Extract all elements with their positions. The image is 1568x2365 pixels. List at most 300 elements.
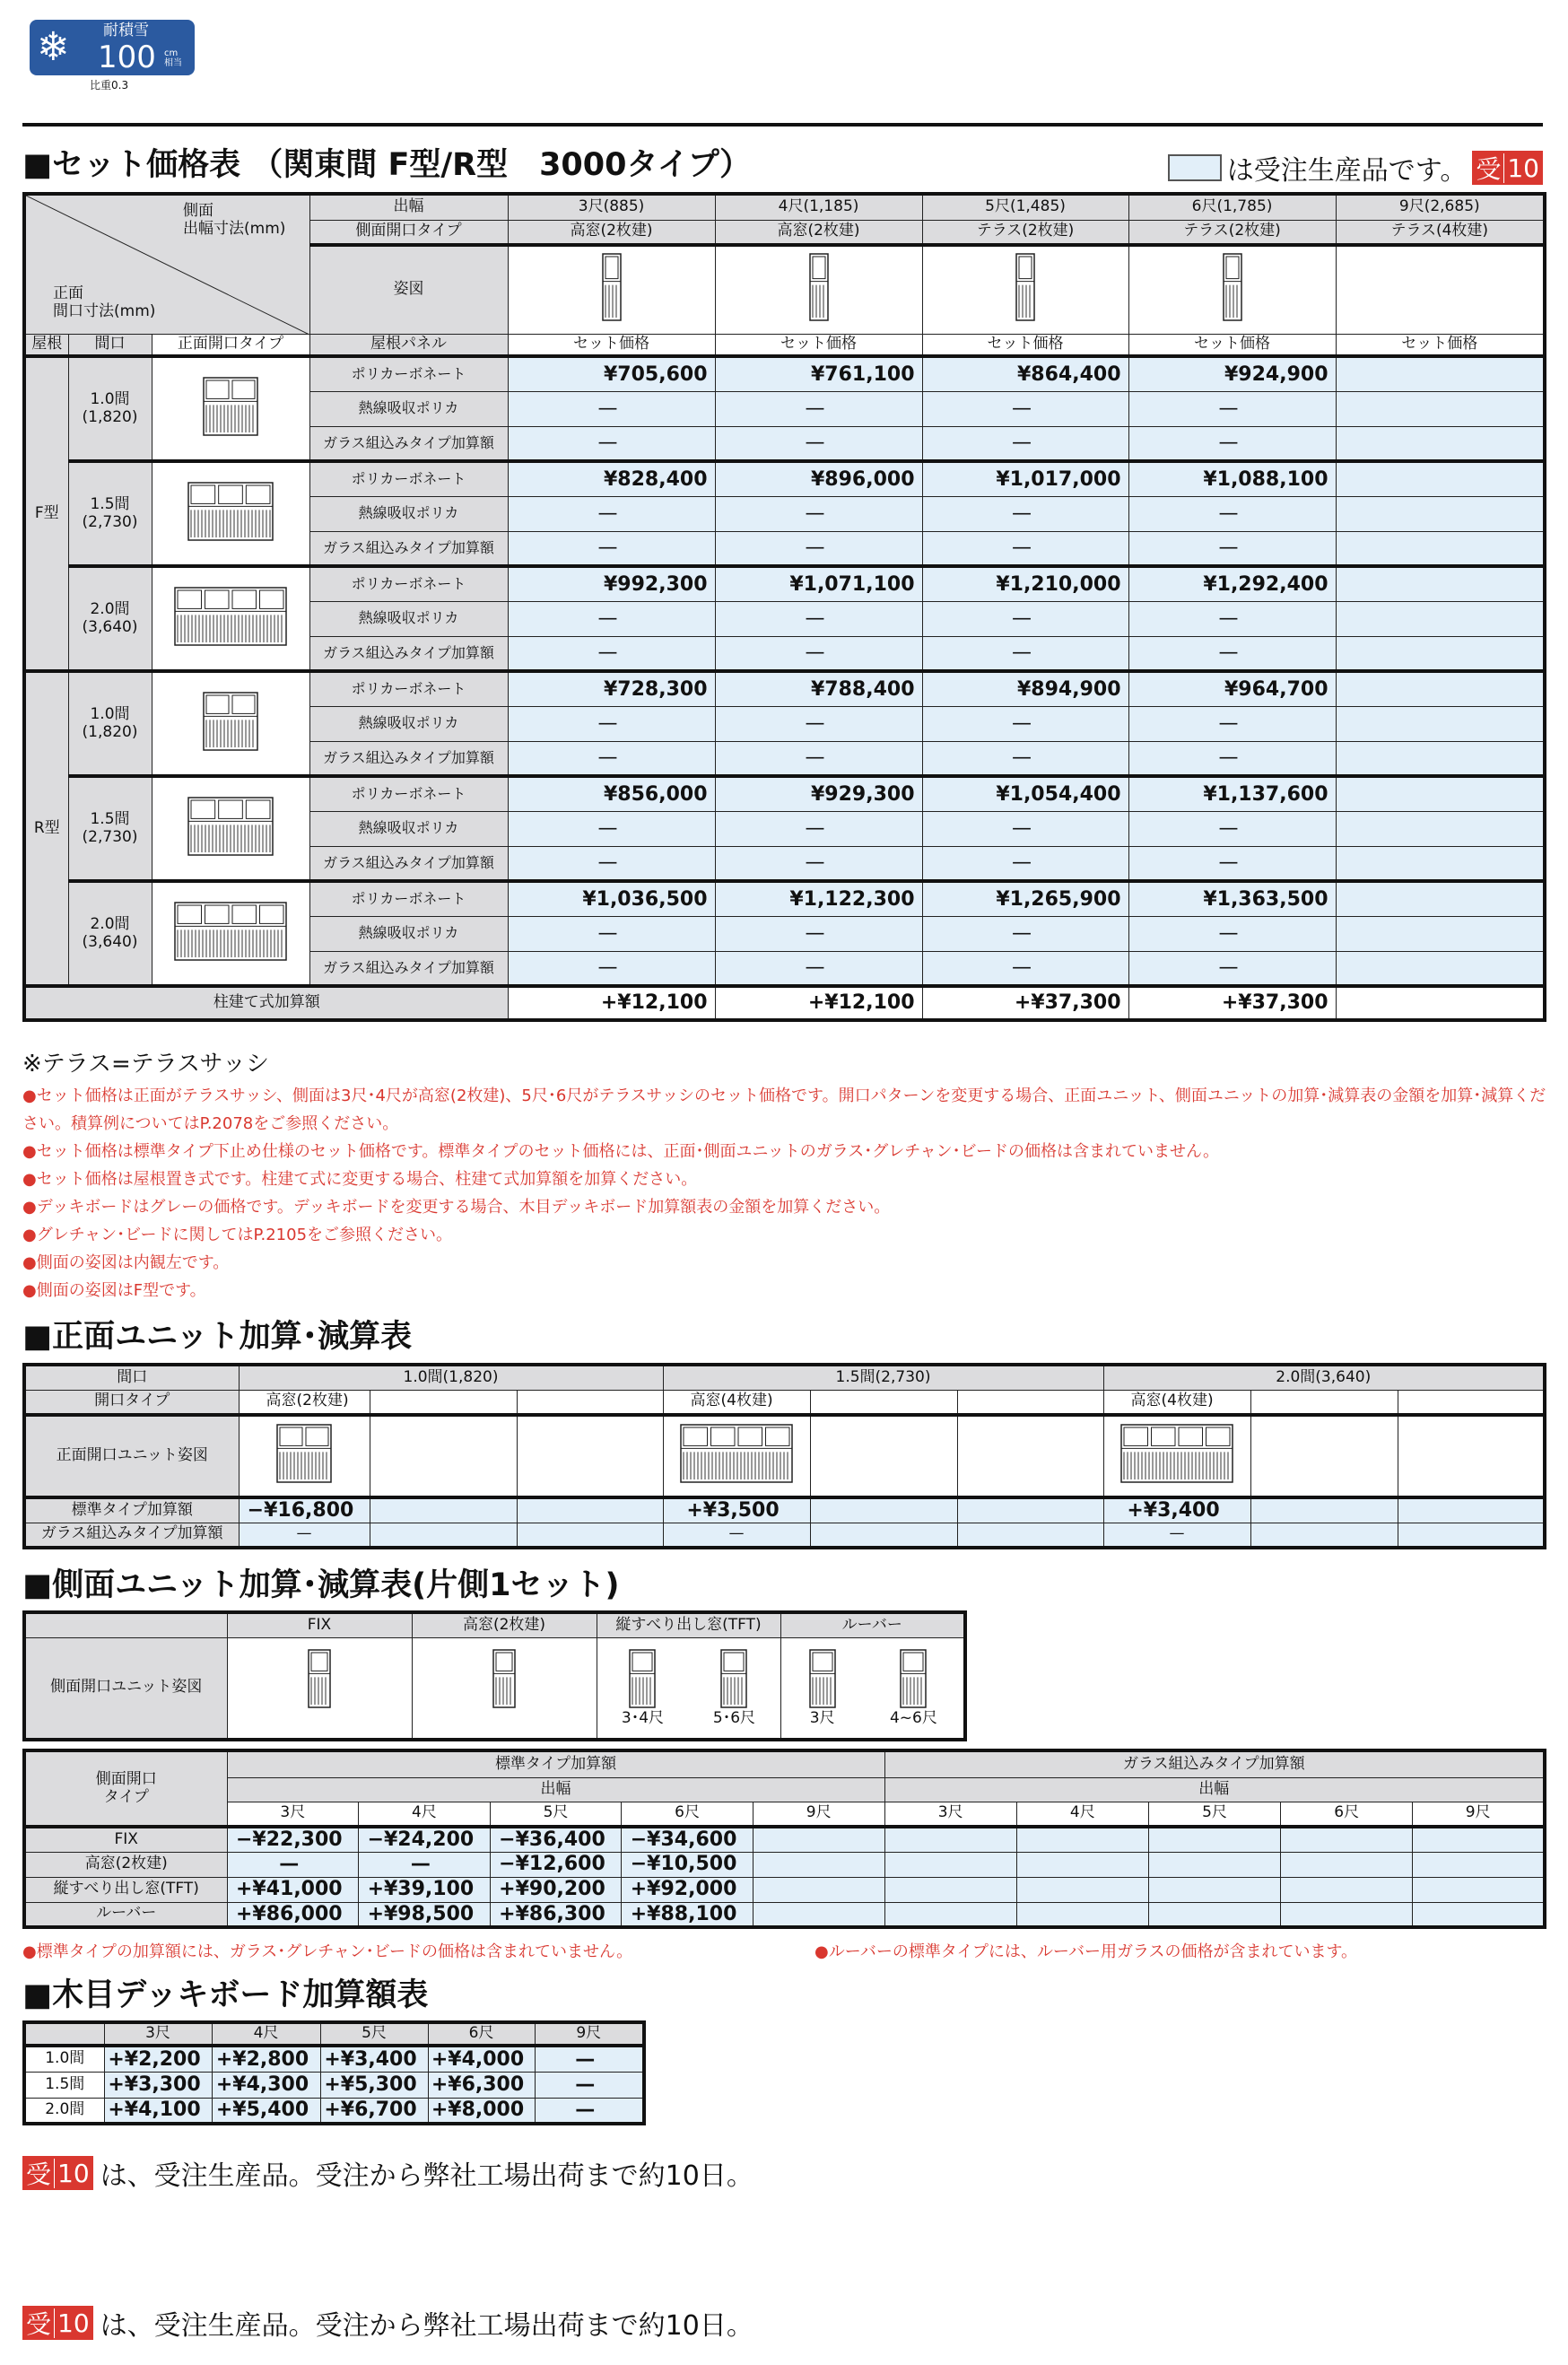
note-item: ● セット価格は標準タイプ下止め仕様のセット価格です。標準タイプのセット価格には、正面･側面ユニットのガラス･グレチャン･ビードの価格は含まれていません。 [22, 1138, 1547, 1165]
empty-cell [810, 1523, 957, 1548]
pillar-label: 柱建て式加算額 [24, 986, 508, 1020]
badge-value: 100 [98, 39, 156, 75]
side-figure-cell [715, 245, 922, 334]
side-figure-cell [780, 1637, 965, 1740]
deck-price-cell: +¥4,000 [428, 2046, 535, 2072]
glass-price-cell [1016, 1877, 1148, 1902]
set-price-cell: ¥761,100 [715, 356, 922, 391]
side-figure-cell [1128, 245, 1336, 334]
span-cell: 1.0間 (1,820) [68, 671, 152, 776]
glass-price-cell [1281, 1852, 1413, 1877]
roof-panel-cell: 熱線吸収ポリカ [309, 706, 508, 741]
deck-board-table [22, 2020, 646, 2125]
type-header: 側面開口 タイプ [24, 1750, 227, 1827]
set-price-cell: — [922, 811, 1128, 846]
set-price-cell [1336, 426, 1545, 461]
empty-cell [810, 1497, 957, 1523]
set-price-cell: ¥1,054,400 [922, 776, 1128, 811]
table-row [24, 2072, 644, 2098]
set-price-cell: — [508, 951, 715, 986]
side-type-header: 縦すべり出し窓(TFT) [597, 1612, 780, 1637]
set-price-cell: ¥929,300 [715, 776, 922, 811]
badge-label: 耐積雪 [103, 22, 149, 39]
depth-header: 出幅 [884, 1777, 1545, 1802]
set-price-cell [1336, 951, 1545, 986]
deck-price-cell: +¥8,000 [428, 2098, 535, 2124]
specific-gravity: 比重0.3 [90, 79, 129, 92]
set-price-cell: — [922, 601, 1128, 636]
deck-price-cell: +¥5,300 [320, 2072, 428, 2098]
set-table-title: ■セット価格表 （関東間 F型/R型 3000タイプ） [22, 147, 752, 183]
std-price-cell: −¥22,300 [227, 1827, 359, 1852]
depth-cell: 5尺 [490, 1802, 622, 1827]
set-price-cell [1336, 671, 1545, 706]
table-row [24, 881, 1545, 916]
std-price-cell: −¥24,200 [359, 1827, 491, 1852]
std-price-cell [753, 1877, 884, 1902]
set-price-cell [1336, 811, 1545, 846]
set-price-label: セット価格 [715, 334, 922, 356]
glass-header: ガラス組込みタイプ加算額 [24, 1523, 239, 1548]
std-price-cell: +¥92,000 [622, 1877, 754, 1902]
side-note-1: ● 標準タイプの加算額には、ガラス･グレチャン･ビードの価格は含まれていません。 [22, 1938, 632, 1966]
set-price-cell: — [715, 426, 922, 461]
deck-table-title: ■木目デッキボード加算額表 [22, 1977, 429, 2013]
empty-cell [24, 1612, 227, 1637]
depth-cell: 4尺 [1016, 1802, 1148, 1827]
depth-cell: 3尺 [884, 1802, 1016, 1827]
depth-cell: 9尺 [1413, 1802, 1545, 1827]
glass-price-cell [1148, 1852, 1280, 1877]
glass-price-cell [1413, 1877, 1545, 1902]
front-unit-figure-icon [678, 1422, 795, 1485]
figure-caption: 3･4尺 [621, 1708, 665, 1727]
footer-text: は、受注生産品。受注から弊社工場出荷まで約10日。 [100, 2160, 754, 2192]
span-cell: 1.5間 (2,730) [68, 461, 152, 566]
deck-price-cell: +¥6,300 [428, 2072, 535, 2098]
side-figure-cell [508, 245, 715, 334]
set-price-cell: — [922, 951, 1128, 986]
set-price-cell: ¥1,265,900 [922, 881, 1128, 916]
set-price-cell: — [715, 496, 922, 531]
front-unit-figure-icon [186, 480, 275, 543]
set-price-label: セット価格 [508, 334, 715, 356]
empty-cell [1398, 1497, 1545, 1523]
roof-header: 屋根 [24, 334, 68, 356]
depth-column-header: 5尺(1,485) [922, 194, 1128, 220]
depth-cell: 3尺 [227, 1802, 359, 1827]
pillar-price-cell: +¥37,300 [922, 986, 1128, 1020]
set-price-cell: — [1128, 706, 1336, 741]
roof-panel-cell: ポリカーボネート [309, 881, 508, 916]
roof-panel-cell: 熱線吸収ポリカ [309, 811, 508, 846]
glass-price-cell [884, 1877, 1016, 1902]
glass-price-cell [1148, 1877, 1280, 1902]
front-figure-cell [152, 881, 309, 986]
front-unit-figure-icon [201, 375, 260, 438]
set-price-cell: — [508, 531, 715, 566]
table-row [24, 566, 1545, 601]
side-unit-figure-icon [807, 251, 831, 323]
glass-price-cell [1148, 1902, 1280, 1927]
front-figure-cell [152, 566, 309, 671]
set-price-cell: — [922, 741, 1128, 776]
glass-price-cell [1281, 1902, 1413, 1927]
side-figure-cell [597, 1637, 780, 1740]
set-price-cell [1336, 706, 1545, 741]
empty-cell [517, 1390, 663, 1415]
table-row [24, 2046, 644, 2072]
set-price-cell: ¥1,071,100 [715, 566, 922, 601]
span-column-header: 2.0間(3,640) [1103, 1365, 1545, 1390]
std-price-cell: +¥90,200 [490, 1877, 622, 1902]
roof-type-cell: F型 [24, 356, 68, 671]
deck-price-cell: +¥6,700 [320, 2098, 428, 2124]
set-price-cell: ¥705,600 [508, 356, 715, 391]
table-row [24, 776, 1545, 811]
figure-header: 側面開口ユニット姿図 [24, 1637, 227, 1740]
depth-cell: 6尺 [622, 1802, 754, 1827]
set-price-table [22, 192, 1546, 1022]
std-price-cell: +¥3,400 [1103, 1497, 1250, 1523]
notes-list [22, 1082, 1547, 1305]
set-price-cell: ¥894,900 [922, 671, 1128, 706]
set-price-cell [1336, 566, 1545, 601]
std-price-cell: +¥88,100 [622, 1902, 754, 1927]
std-price-cell: — [359, 1852, 491, 1877]
depth-header: 9尺 [535, 2022, 644, 2046]
side-unit-figure-table [22, 1610, 967, 1741]
set-price-cell: — [715, 951, 922, 986]
empty-cell [370, 1390, 517, 1415]
side-figure-cell [227, 1637, 412, 1740]
side-unit-figure-icon [1221, 251, 1244, 323]
set-price-cell: ¥788,400 [715, 671, 922, 706]
order-made-mark: 受 10 [1472, 151, 1543, 185]
deck-price-cell: — [535, 2072, 644, 2098]
set-price-cell: ¥1,292,400 [1128, 566, 1336, 601]
set-price-cell: — [508, 706, 715, 741]
figure-header: 正面開口ユニット姿図 [24, 1415, 239, 1497]
table-row [24, 1612, 965, 1637]
glass-price-cell [884, 1827, 1016, 1852]
set-price-cell: — [508, 741, 715, 776]
set-price-cell: — [508, 811, 715, 846]
set-price-cell: — [922, 636, 1128, 671]
opening-type-cell: 高窓(4枚建) [663, 1390, 810, 1415]
side-table-title: ■側面ユニット加算･減算表(片側1セット) [22, 1567, 620, 1603]
table-row [24, 461, 1545, 496]
front-span-label: 正面 間口寸法(mm) [53, 284, 156, 320]
set-price-cell: — [922, 426, 1128, 461]
roof-panel-cell: ガラス組込みタイプ加算額 [309, 846, 508, 881]
set-price-cell: — [922, 846, 1128, 881]
set-price-cell [1336, 461, 1545, 496]
set-price-label: セット価格 [1128, 334, 1336, 356]
table-row [24, 1852, 1545, 1877]
glass-price-cell [1413, 1852, 1545, 1877]
depth-header: 4尺 [212, 2022, 320, 2046]
front-unit-figure-icon [1119, 1422, 1235, 1485]
footer-text: は、受注生産品。受注から弊社工場出荷まで約10日。 [100, 2310, 754, 2342]
table-row [24, 1523, 1545, 1548]
set-price-cell: — [715, 811, 922, 846]
set-price-cell [1336, 391, 1545, 426]
table-row [24, 1750, 1545, 1777]
set-price-cell: ¥856,000 [508, 776, 715, 811]
side-type-header: 側面開口タイプ [309, 220, 508, 245]
roof-panel-cell: 熱線吸収ポリカ [309, 601, 508, 636]
front-figure-cell [152, 356, 309, 461]
row-type-cell: FIX [24, 1827, 227, 1852]
set-price-cell: ¥828,400 [508, 461, 715, 496]
std-header: 標準タイプ加算額 [24, 1497, 239, 1523]
span-cell: 1.0間 [24, 2046, 104, 2072]
deck-price-cell: — [535, 2046, 644, 2072]
glass-price-cell: — [1103, 1523, 1250, 1548]
empty-cell [517, 1415, 663, 1497]
set-price-cell: ¥864,400 [922, 356, 1128, 391]
side-unit-figure-icon [719, 1647, 749, 1710]
empty-cell [1250, 1523, 1398, 1548]
std-price-cell: −¥36,400 [490, 1827, 622, 1852]
set-price-cell: ¥1,036,500 [508, 881, 715, 916]
set-price-cell: — [508, 426, 715, 461]
span-column-header: 1.5間(2,730) [663, 1365, 1103, 1390]
snowflake-icon: ❄ [37, 24, 70, 70]
glass-price-cell [1281, 1877, 1413, 1902]
pillar-price-cell: +¥12,100 [715, 986, 922, 1020]
set-price-cell: — [715, 391, 922, 426]
span-cell: 1.5間 [24, 2072, 104, 2098]
std-price-cell [753, 1827, 884, 1852]
set-price-cell: — [1128, 531, 1336, 566]
side-depth-label: 側面 出幅寸法(mm) [183, 202, 286, 238]
set-price-cell: — [922, 916, 1128, 951]
set-price-cell: — [1128, 426, 1336, 461]
empty-cell [370, 1497, 517, 1523]
footer-note-2 [22, 2303, 754, 2343]
set-price-cell: ¥1,122,300 [715, 881, 922, 916]
set-price-cell: — [922, 391, 1128, 426]
set-price-cell: — [508, 496, 715, 531]
set-price-cell: — [715, 706, 922, 741]
span-header: 間口 [68, 334, 152, 356]
set-price-label: セット価格 [922, 334, 1128, 356]
table-row [24, 1777, 1545, 1802]
set-price-cell: — [715, 601, 922, 636]
front-figure-cell [152, 776, 309, 881]
side-unit-figure-icon [807, 1647, 838, 1710]
depth-column-header: 3尺(885) [508, 194, 715, 220]
roof-panel-cell: ガラス組込みタイプ加算額 [309, 636, 508, 671]
set-price-cell: — [1128, 846, 1336, 881]
diagonal-header-cell [24, 194, 309, 334]
note-item: ● セット価格は正面がテラスサッシ、側面は3尺･4尺が高窓(2枚建)、5尺･6尺がテラスサッシのセット価格です。開口パターンを変更する場合、正面ユニット、側面ユニットの加算･減算表の金額を加算･減算ください。積算例についてはP.2078をご参照ください。 [22, 1082, 1547, 1138]
empty-cell [1398, 1390, 1545, 1415]
empty-cell [517, 1523, 663, 1548]
empty-cell [1398, 1415, 1545, 1497]
roof-panel-cell: 熱線吸収ポリカ [309, 916, 508, 951]
empty-cell [1398, 1523, 1545, 1548]
front-figure-cell [152, 461, 309, 566]
deck-price-cell: +¥4,100 [104, 2098, 212, 2124]
set-price-cell [1336, 636, 1545, 671]
front-type-header: 正面開口タイプ [152, 334, 309, 356]
legend-text: は受注生産品です。 [1226, 155, 1468, 187]
set-price-cell: — [508, 391, 715, 426]
panel-header: 屋根パネル [309, 334, 508, 356]
front-unit-figure-icon [186, 795, 275, 858]
table-row [24, 194, 1545, 220]
glass-price-cell [884, 1902, 1016, 1927]
side-type-cell: 高窓(2枚建) [508, 220, 715, 245]
side-type-cell: 高窓(2枚建) [715, 220, 922, 245]
depth-header: 5尺 [320, 2022, 428, 2046]
side-unit-figure-icon [491, 1647, 518, 1710]
empty-cell [957, 1523, 1103, 1548]
depth-column-header: 9尺(2,685) [1336, 194, 1545, 220]
roof-panel-cell: ポリカーボネート [309, 566, 508, 601]
figure-caption: 3尺 [809, 1708, 835, 1727]
front-unit-table [22, 1363, 1546, 1549]
order-made-mark: 受 10 [22, 2156, 93, 2190]
roof-type-cell: R型 [24, 671, 68, 986]
note-item: ● デッキボードはグレーの価格です。デッキボードを変更する場合、木目デッキボード加算額表の金額を加算ください。 [22, 1193, 1547, 1221]
set-price-cell: ¥924,900 [1128, 356, 1336, 391]
table-row [24, 1390, 1545, 1415]
std-price-cell: +¥41,000 [227, 1877, 359, 1902]
set-price-cell [1336, 356, 1545, 391]
front-figure-cell [239, 1415, 370, 1497]
glass-price-cell [1016, 1902, 1148, 1927]
table-row [24, 2022, 644, 2046]
set-price-cell: — [508, 916, 715, 951]
glass-price-cell [884, 1852, 1016, 1877]
empty-cell [1250, 1390, 1398, 1415]
span-cell: 2.0間 (3,640) [68, 566, 152, 671]
set-price-cell: ¥1,088,100 [1128, 461, 1336, 496]
side-unit-figure-icon [306, 1647, 333, 1710]
pillar-price-cell [1336, 986, 1545, 1020]
side-type-cell: テラス(2枚建) [922, 220, 1128, 245]
glass-price-cell [1016, 1852, 1148, 1877]
note-item: ● グレチャン･ビードに関してはP.2105をご参照ください。 [22, 1221, 1547, 1249]
std-price-cell: −¥12,600 [490, 1852, 622, 1877]
front-figure-cell [1103, 1415, 1250, 1497]
set-price-cell: — [1128, 916, 1336, 951]
table-row [24, 1802, 1545, 1827]
empty-cell [810, 1415, 957, 1497]
roof-panel-cell: ガラス組込みタイプ加算額 [309, 531, 508, 566]
table-row [24, 1497, 1545, 1523]
badge-unit: cm 相当 [164, 48, 182, 68]
table-row [24, 1637, 965, 1740]
opening-type-cell: 高窓(2枚建) [239, 1390, 370, 1415]
pillar-price-cell: +¥37,300 [1128, 986, 1336, 1020]
table-row [24, 1415, 1545, 1497]
set-price-cell: ¥896,000 [715, 461, 922, 496]
roof-panel-cell: ポリカーボネート [309, 461, 508, 496]
side-unit-figure-icon [627, 1647, 658, 1710]
note-item: ● 側面の姿図は内観左です。 [22, 1249, 1547, 1277]
table-row [24, 986, 1545, 1020]
set-price-cell: — [922, 496, 1128, 531]
type-header: 開口タイプ [24, 1390, 239, 1415]
footer-note-1 [22, 2153, 754, 2193]
set-price-cell: — [508, 846, 715, 881]
table-row [24, 671, 1545, 706]
deck-price-cell: +¥2,800 [212, 2046, 320, 2072]
std-price-cell: +¥3,500 [663, 1497, 810, 1523]
empty-cell [370, 1523, 517, 1548]
set-price-cell [1336, 776, 1545, 811]
front-unit-figure-icon [201, 690, 260, 753]
glass-price-cell: — [239, 1523, 370, 1548]
span-column-header: 1.0間(1,820) [239, 1365, 663, 1390]
side-figure-cell [1336, 245, 1545, 334]
std-price-cell [753, 1902, 884, 1927]
roof-panel-cell: ポリカーボネート [309, 356, 508, 391]
side-type-cell: テラス(4枚建) [1336, 220, 1545, 245]
glass-price-cell [1016, 1827, 1148, 1852]
side-type-cell: テラス(2枚建) [1128, 220, 1336, 245]
deck-price-cell: +¥3,300 [104, 2072, 212, 2098]
empty-cell [957, 1497, 1103, 1523]
set-price-cell: ¥1,363,500 [1128, 881, 1336, 916]
deck-price-cell: — [535, 2098, 644, 2124]
set-price-cell: ¥1,137,600 [1128, 776, 1336, 811]
set-price-cell: — [715, 846, 922, 881]
roof-panel-cell: ガラス組込みタイプ加算額 [309, 951, 508, 986]
depth-cell: 4尺 [359, 1802, 491, 1827]
set-price-cell: — [1128, 811, 1336, 846]
table-row [24, 356, 1545, 391]
set-price-cell [1336, 601, 1545, 636]
side-type-header: 高窓(2枚建) [412, 1612, 597, 1637]
std-price-cell [753, 1852, 884, 1877]
side-unit-price-table [22, 1749, 1546, 1929]
row-type-cell: ルーバー [24, 1902, 227, 1927]
set-price-cell: — [715, 531, 922, 566]
figure-caption: 5･6尺 [712, 1708, 756, 1727]
legend-swatch [1168, 154, 1222, 181]
front-unit-figure-icon [172, 900, 289, 963]
std-price-cell: +¥98,500 [359, 1902, 491, 1927]
table-row [24, 1365, 1545, 1390]
figure-caption: 4~6尺 [889, 1708, 937, 1727]
empty-cell [370, 1415, 517, 1497]
deck-price-cell: +¥5,400 [212, 2098, 320, 2124]
std-price-cell: +¥86,000 [227, 1902, 359, 1927]
std-price-cell: −¥34,600 [622, 1827, 754, 1852]
roof-panel-cell: ポリカーボネート [309, 776, 508, 811]
set-price-cell: — [1128, 391, 1336, 426]
deck-price-cell: +¥2,200 [104, 2046, 212, 2072]
deck-price-cell: +¥4,300 [212, 2072, 320, 2098]
empty-cell [957, 1390, 1103, 1415]
side-type-header: ルーバー [780, 1612, 965, 1637]
front-unit-figure-icon [274, 1422, 334, 1485]
glass-price-cell: — [663, 1523, 810, 1548]
depth-cell: 5尺 [1148, 1802, 1280, 1827]
empty-cell [517, 1497, 663, 1523]
set-price-cell: — [1128, 496, 1336, 531]
set-price-cell: — [508, 636, 715, 671]
depth-column-header: 6尺(1,785) [1128, 194, 1336, 220]
set-price-cell: — [1128, 951, 1336, 986]
row-type-cell: 縦すべり出し窓(TFT) [24, 1877, 227, 1902]
